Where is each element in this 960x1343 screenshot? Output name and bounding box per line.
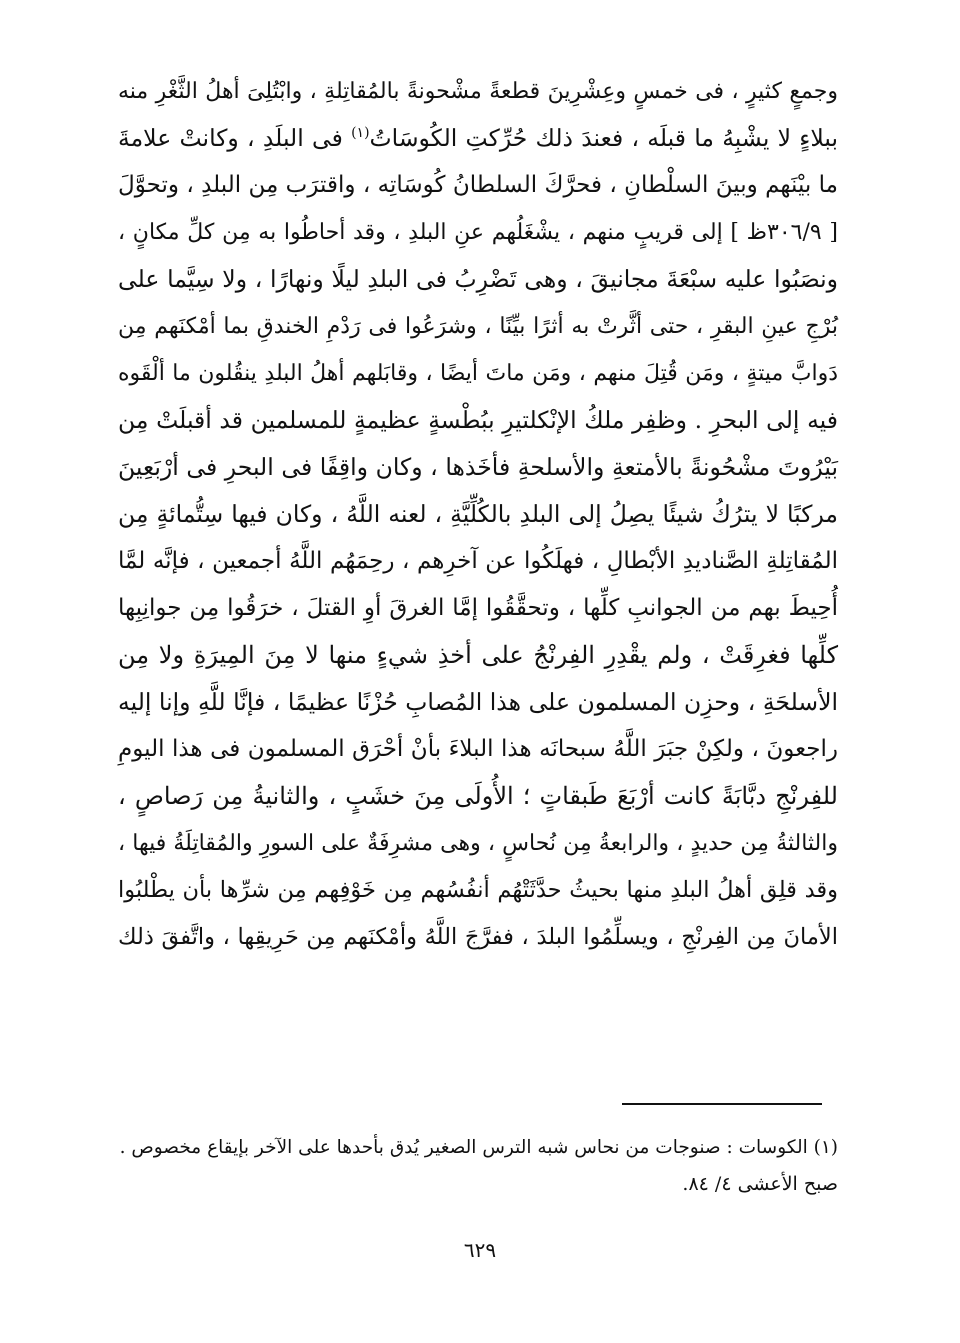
text-line-18: وقد قلِق أهلُ البلدِ منها بحيثُ حدَّثَتْهُم أنفُسُهم مِن خَوْفِهم مِن شرِّها بأن يطْلبُوا — [118, 877, 838, 903]
footnote — [118, 1130, 838, 1202]
text-line-12: أُحِيطَ بهم من الجوانبِ كلِّها ، وتحقَّقُوا إمَّا الغرقَ أوِ القتلَ ، خرَقُوا مِن جوانِبِها — [118, 595, 838, 621]
main-text-block — [118, 68, 838, 961]
text-line-6: بُرْجِ عينِ البقرِ ، حتى أثَّرتْ به أثرًا بيِّنًا ، وشرَعُوا فى رَدْمِ الخندقِ بما أمْكنَهم مِن — [118, 314, 838, 339]
text-line-1: وجمعٍ كثيرٍ ، فى خمسٍ وعِشْرِينَ قطعةً مشْحونةً بالمُقاتِلةِ ، وابْتُلِىَ أهلُ الثَّغْرِ منه — [118, 79, 838, 104]
text-line-9: بَيْرُوتَ مشْحُونةً بالأمتعةِ والأسلحةِ فأخَذها ، وكان واقِفًا فى البحرِ فى أرْبَعِينَ — [118, 453, 838, 481]
text-line-2-head: ببلاءٍ لا يشْبِهُ ما قبلَه ، فعندَ ذلك حُرِّكتِ الكُوسَاتُ — [369, 124, 838, 152]
text-line-13: كلِّها فغرِقَتْ ، ولم يقْدِرِ الفِرنْجُ على أخذِ شيءٍ منها لا مِنَ المِيرَةِ ولا مِن — [118, 641, 838, 669]
text-line-11: المُقاتِلةِ الصَّناديدِ الأبْطالِ ، فهلَكُوا عن آخرِهم ، رحِمَهُم اللَّهُ أجمعين ، فإنَّه لمَّا — [118, 548, 838, 574]
text-line-10: مركبًا لا يترُكُ شيئًا يصِلُ إلى البلدِ بالكُلِّيَّةِ ، لعنه اللَّهُ ، وكان فيها سِتُّمائةٍ مِن — [118, 500, 838, 528]
footnote-line-1: (١) الكوسات : صنوجات من نحاس شبه الترس الصغير يُدق بأحدها على الآخر بإيقاع مخصوص . — [119, 1137, 838, 1158]
text-line-14: الأسلحَةِ ، وحزِن المسلمون على هذا المُصابِ حُزْنًا عظيمًا ، فإنَّا للَّهِ وإنا إليه — [118, 688, 838, 716]
text-line-2-tail: فى البلَدِ ، وكانتْ علامةَ — [118, 124, 343, 152]
footnote-line-2: صبح الأعشى ٤/ ٨٤. — [682, 1173, 838, 1195]
text-line-15: راجعونَ ، ولكِنْ جبَرَ اللَّهُ سبحانَه هذا البلاءَ بأنْ أحْرَق المسلمون فى هذا اليومِ — [118, 736, 838, 762]
text-line-8: فيه إلى البحرِ . وظفِر ملكُ الإنْكلتيرِ ببُطْسةٍ عظيمةٍ للمسلمين قد أقبلَتْ مِن — [118, 406, 838, 434]
text-line-5: ونصَبُوا عليه سبْعَةَ مجانيقَ ، وهى تَضْرِبُ فى البلدِ ليلًا ونهارًا ، ولا سِيَّما على — [118, 265, 838, 293]
text-line-3: ما بيْنَهم وبينَ السلْطانِ ، فحرَّكَ السلطانُ كُوسَاتِه ، واقترَب مِن البلدِ ، وتحوَّلَ — [118, 172, 838, 198]
text-line-7: دَوابَّ ميتةٍ ، ومَن قُتِلَ منهم ، ومَن ماتَ أيضًا ، وقابَلهم أهلُ البلدِ ينقُلون ما ألْقَوه — [118, 361, 838, 386]
text-line-19: الأمانَ مِن الفِرنْجِ ، ويسلِّمُوا البلدَ ، ففرَّجَ اللَّهُ وأمْكنَهم مِن حَرِيقِها ، واتَّفقَ ذلك — [118, 924, 838, 950]
footnote-separator — [622, 1103, 822, 1105]
footnote-marker[interactable]: (١) — [351, 125, 370, 142]
text-line-17: والثالثةُ مِن حديدٍ ، والرابعةُ مِن نُحاسٍ ، وهى مشرِفَةٌ على السورِ والمُقاتِلَةُ فيها ، — [118, 831, 838, 856]
page-number: ٦٢٩ — [463, 1238, 497, 1262]
text-line-16: للفِرنْجِ دبَّابَةً كانت أرْبَعَ طَبقاتٍ ؛ الأُولَى مِنَ خشَبٍ ، والثانيةُ مِن رَصاصٍ ، — [118, 782, 838, 810]
text-line-4: [ ٣٠٦/٩ظ ] إلى قريبٍ منهم ، يشْغَلُهم عنِ البلدِ ، وقد أحاطُوا به مِن كلِّ مكانٍ ، — [118, 220, 839, 245]
text-line-2 — [118, 115, 838, 162]
